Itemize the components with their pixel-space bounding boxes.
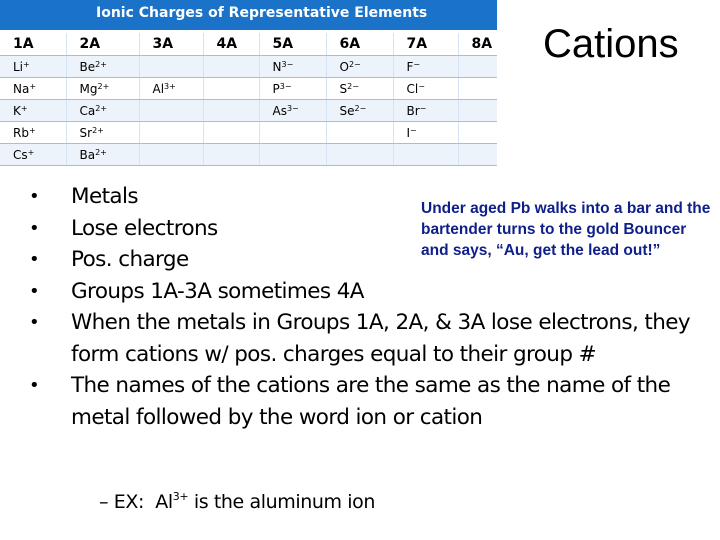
ion-charge: − [419, 103, 427, 113]
ion-cell [66, 78, 139, 100]
element-symbol: Se [339, 103, 355, 118]
element-symbol: P [272, 81, 280, 96]
element-symbol: Li [13, 59, 24, 74]
slide-title: Cations [543, 22, 679, 66]
table-title-banner [0, 0, 497, 30]
ion-cell [259, 78, 326, 100]
joke-text: Under aged Pb walks into a bar and the bartender turns to the gold Bouncer and says, “Au, get the lead out!” [421, 200, 711, 259]
table-row [0, 122, 497, 144]
ion-charge: 3+ [164, 81, 176, 91]
ion-cell [458, 122, 497, 144]
element-symbol: Sr [79, 125, 93, 140]
element-symbol: I [406, 125, 411, 140]
ion-cell [259, 144, 326, 166]
bullet-dot-icon: • [28, 375, 40, 396]
element-symbol: K [13, 103, 21, 118]
bullet-text: Groups 1A-3A sometimes 4A [71, 278, 364, 304]
ion-cell [326, 144, 393, 166]
bullet-text: Pos. charge [71, 247, 189, 272]
ion-charge: − [418, 81, 425, 91]
ion-cell [393, 144, 458, 166]
ion-charge: − [413, 59, 421, 69]
bullet-dot-icon: • [28, 217, 40, 239]
element-symbol: Na [13, 81, 30, 96]
ion-charge: 2+ [95, 59, 107, 69]
ion-cell [326, 122, 393, 144]
element-symbol: As [272, 103, 287, 118]
ion-cell [0, 78, 66, 100]
ion-cell [0, 144, 66, 166]
ion-cell [458, 56, 497, 78]
ion-cell [139, 144, 203, 166]
ion-cell [66, 100, 139, 122]
ion-cell [139, 56, 203, 78]
element-symbol: O [339, 59, 349, 74]
ion-cell [203, 56, 259, 78]
ion-cell [0, 56, 66, 78]
bullet-dot-icon: • [28, 280, 40, 302]
bullet-list [28, 181, 708, 433]
ion-charge: + [27, 147, 35, 157]
ion-charge: 3− [281, 59, 294, 69]
bullet-item [28, 181, 708, 213]
element-symbol: Be [79, 59, 96, 74]
example-charge: 3+ [172, 490, 189, 503]
bullet-dot-icon: • [28, 312, 40, 333]
ion-cell [139, 100, 203, 122]
ion-cell [393, 100, 458, 122]
group-header: 5A [259, 33, 326, 56]
ion-charge: + [23, 59, 30, 69]
bullet-text: Lose electrons [71, 215, 218, 241]
table-row [0, 56, 497, 78]
ion-cell [203, 144, 259, 166]
element-symbol: S [339, 81, 348, 96]
group-header: 4A [203, 33, 259, 56]
bullet-item [28, 244, 708, 276]
ion-charge: 2− [354, 103, 367, 113]
group-header: 8A [458, 33, 497, 56]
ionic-charges-table-figure [0, 0, 497, 166]
table-body [0, 56, 497, 166]
ion-cell [66, 122, 139, 144]
group-header: 2A [66, 33, 139, 56]
bullet-dot-icon: • [28, 249, 40, 270]
ion-charge: 3− [286, 103, 299, 113]
ion-charge: − [410, 125, 417, 135]
element-symbol: N [272, 59, 282, 74]
ion-cell [139, 78, 203, 100]
ion-cell [458, 100, 497, 122]
ion-cell [393, 78, 458, 100]
ion-cell [259, 56, 326, 78]
ion-charge: 2+ [95, 103, 108, 113]
table-row [0, 100, 497, 122]
example-subitem [99, 483, 375, 516]
ion-cell [66, 56, 139, 78]
group-header: 3A [139, 33, 203, 56]
element-symbol: Cl [406, 81, 419, 96]
ion-charge: + [28, 125, 36, 135]
ion-cell [458, 144, 497, 166]
bullet-item [28, 213, 708, 245]
ion-cell [326, 78, 393, 100]
element-symbol: Rb [13, 125, 29, 140]
ion-cell [139, 122, 203, 144]
ion-cell [326, 100, 393, 122]
group-header: 6A [326, 33, 393, 56]
ion-cell [393, 122, 458, 144]
ion-cell [203, 78, 259, 100]
table-row [0, 144, 497, 166]
table-header-row [0, 33, 497, 56]
example-symbol: Al [155, 491, 173, 513]
element-symbol: Cs [13, 147, 28, 162]
ion-charge: + [20, 103, 28, 113]
ion-cell [393, 56, 458, 78]
group-header: 7A [393, 33, 458, 56]
ion-cell [203, 100, 259, 122]
ion-cell [326, 56, 393, 78]
table-row [0, 78, 497, 100]
bullet-item [28, 307, 708, 370]
element-symbol: Ca [79, 103, 96, 118]
element-symbol: Ba [79, 147, 96, 162]
element-symbol: Al [152, 81, 165, 96]
bullet-item [28, 370, 708, 433]
ion-cell [259, 122, 326, 144]
element-symbol: Br [406, 103, 420, 118]
ion-charge: 2− [348, 59, 361, 69]
ion-cell [0, 100, 66, 122]
ion-charge: 2+ [92, 125, 104, 135]
ion-cell [203, 122, 259, 144]
bullet-text: Metals [71, 184, 138, 209]
ion-cell [0, 122, 66, 144]
ion-cell [458, 78, 497, 100]
ion-charge: 2− [347, 81, 359, 91]
bullet-text: The names of the cations are the same as the name of the metal followed by the word ion or cation [71, 373, 671, 430]
element-symbol: Mg [79, 81, 98, 96]
group-header: 1A [0, 33, 66, 56]
ion-cell [66, 144, 139, 166]
bullet-item [28, 276, 708, 308]
example-suffix: is the aluminum ion [193, 491, 375, 513]
bullet-text: When the metals in Groups 1A, 2A, & 3A lose electrons, they form cations w/ pos. charges equal to their group # [71, 310, 691, 367]
bullet-dot-icon: • [28, 186, 40, 207]
ion-charge: 2+ [97, 81, 110, 91]
ion-charge: 2+ [95, 147, 107, 157]
ion-cell [259, 100, 326, 122]
ion-charge: + [29, 81, 37, 91]
element-symbol: F [406, 59, 414, 74]
sub-bullet-dash: – [99, 491, 109, 513]
ion-charge: 3− [279, 81, 292, 91]
table-title: Ionic Charges of Representative Elements [96, 5, 428, 21]
ionic-charges-table [0, 33, 497, 166]
example-prefix: EX: [113, 491, 144, 513]
